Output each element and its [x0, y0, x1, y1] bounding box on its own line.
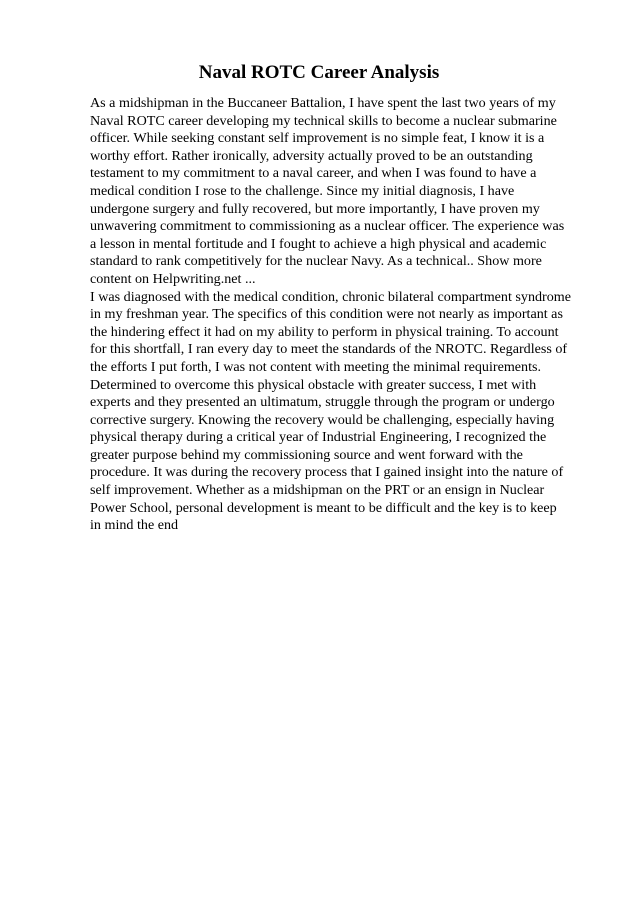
body-line: corrective surgery. Knowing the recovery would be challenging, especially having [90, 411, 555, 428]
body-line: testament to my commitment to a naval career, and when I was found to have a [90, 165, 537, 182]
document-body [90, 95, 590, 535]
body-line: a lesson in mental fortitude and I fought to achieve a high physical and academic [90, 235, 547, 252]
body-line: Power School, personal development is meant to be difficult and the key is to keep [90, 499, 557, 516]
body-line: Determined to overcome this physical obstacle with greater success, I met with [90, 376, 537, 393]
body-line: unwavering commitment to commissioning as a nuclear officer. The experience was [90, 218, 565, 235]
body-line: undergone surgery and fully recovered, but more importantly, I have proven my [90, 200, 540, 217]
body-line: content on Helpwriting.net ... [90, 270, 256, 287]
body-line: standard to rank competitively for the nuclear Navy. As a technical.. Show more [90, 253, 542, 270]
body-line: for this shortfall, I ran every day to meet the standards of the NROTC. Regardless of [90, 341, 568, 358]
body-line: physical therapy during a critical year of Industrial Engineering, I recognized the [90, 429, 547, 446]
body-line: As a midshipman in the Buccaneer Battalion, I have spent the last two years of my [90, 95, 556, 111]
body-line: in mind the end [90, 517, 179, 534]
body-line: Naval ROTC career developing my technical skills to become a nuclear submarine [90, 112, 557, 129]
body-line: self improvement. Whether as a midshipman on the PRT or an ensign in Nuclear [90, 482, 545, 499]
body-line: in my freshman year. The specifics of this condition were not nearly as important as [90, 306, 563, 323]
body-line: procedure. It was during the recovery process that I gained insight into the nature of [90, 464, 564, 481]
body-line: officer. While seeking constant self improvement is no simple feat, I know it is a [90, 130, 545, 147]
body-line: medical condition I rose to the challenge. Since my initial diagnosis, I have [90, 182, 515, 199]
body-line: experts and they presented an ultimatum, struggle through the program or undergo [90, 394, 555, 411]
body-line: worthy effort. Rather ironically, adversity actually proved to be an outstanding [90, 147, 533, 164]
document-title: Naval ROTC Career Analysis [198, 62, 440, 83]
body-line: greater purpose behind my commissioning source and went forward with the [90, 446, 523, 463]
body-line: the efforts I put forth, I was not content with meeting the minimal requirements. [90, 358, 542, 375]
body-line: I was diagnosed with the medical condition, chronic bilateral compartment syndrome [90, 288, 572, 305]
body-line: the hindering effect it had on my ability to perform in physical training. To account [90, 323, 559, 340]
